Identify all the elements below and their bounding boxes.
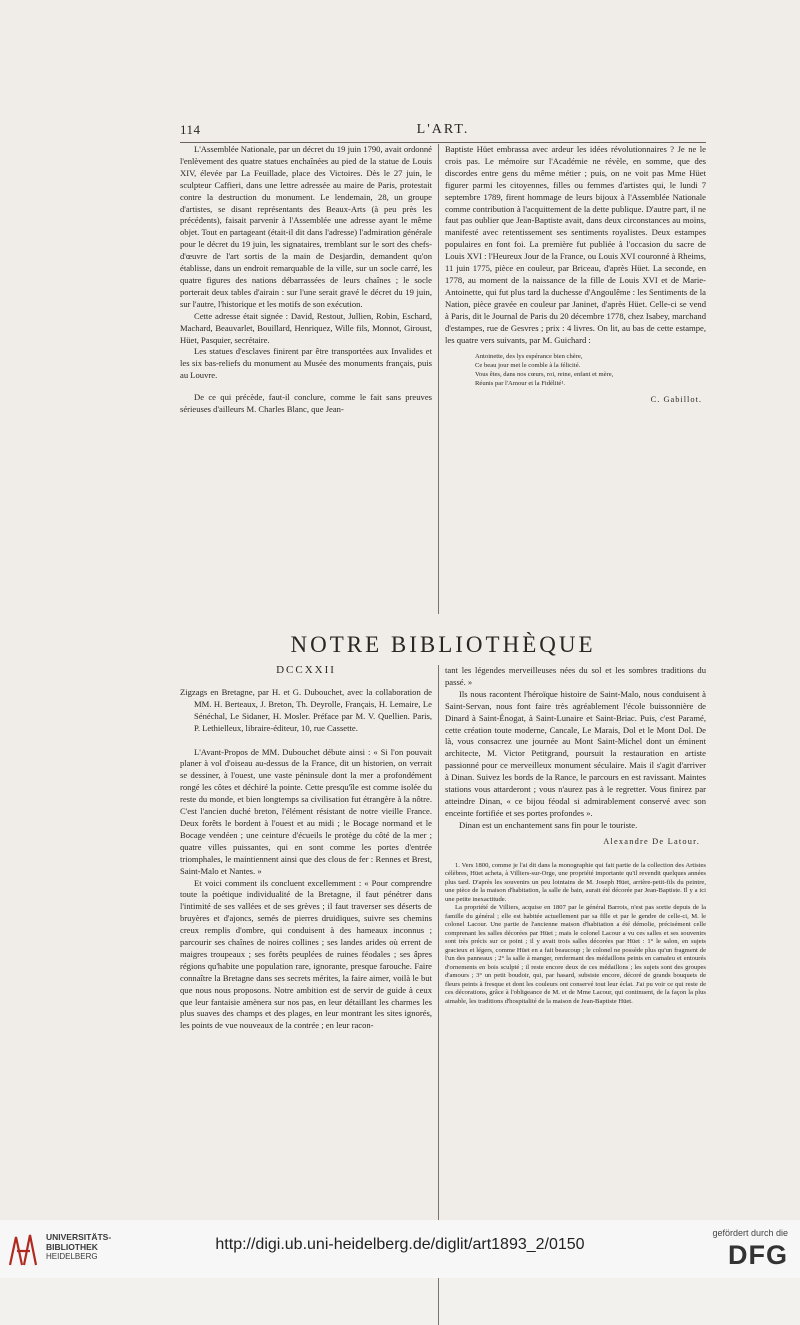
header-rule [180, 142, 706, 143]
paragraph: Baptiste Hüet embrassa avec ardeur les idées révolutionnaires ? Je ne le crois pas. Le mémoire sur l'Académie ne révèle, en somme, que des discordes entre gens du même métier ; puis, on ne voit pas Mme Hüet figurer parmi les citoyennes, filles ou femmes d'artistes qui, le lundi 7 septembre 1789, firent hommage de leurs bijoux à l'Assemblée Nationale comme contribution à l'acquittement de la dette publique. D'autre part, il ne faut pas oublier que Jean-Baptiste avait, dans deux circonstances au moins, manifesté avec retentissement ses sentiments royalistes. Deux estampes populaires en font foi. La première fut publiée à l'occasion du sacre de Louis XVI : l'Heureux Jour de la France, ou Louis XVI couronné à Rheims, 11 juin 1775, pièce en couleur, par Briceau, d'après Hüet. La seconde, en 1778, au moment de la naissance de la fille de Louis XVI et de Marie-Antoinette, qui fut plus tard la duchesse d'Angoulême : les Sentiments de la Nation, pièce gravée en couleur par Janinet, d'après Hüet. Celle-ci se vend à Paris, dit le Journal de Paris du 20 décembre 1778, chez Isabey, marchand d'estampes, rue de Gesvres ; prix : 4 livres. On lit, au bas de cette estampe, les quatre vers suivants, par M. Guichard : [445, 144, 706, 345]
paragraph: Ils nous racontent l'héroïque histoire de Saint-Malo, nous conduisent à Saint-Servan, nous font faire très agréablement l'école buissonnière de Dinard à Saint-Énogat, à Saint-Lunaire et Saint-Briac. Puis, c'est Paramé, cette création toute moderne, Cancale, Le Marais, Dol et le Mont Dol. De là, vous consacrez une journée au Mont Saint-Michel dont un éminent architecte, M. Victor Petitgrand, poursuit la restauration en artiste passionné pour ce merveilleux monument séculaire. Mais il s'agit d'arriver à Dinan. Suivez les bords de la Rance, le parcours en est ravissant. Maintes stations vous attarderont ; vous n'aurez pas à le regretter. Vous finirez par atteindre Dinan, « ce bijou féodal si admirablement conservé avec son enceinte fortifiée et ses portes profondes ». [445, 688, 706, 818]
running-head: L'ART. [416, 122, 470, 137]
paragraph: Et voici comment ils concluent excellemment : « Pour comprendre toute la poétique individualité de la Bretagne, il faut pénétrer dans l'intimité de ses vallées et de ses grèves ; il faut traverser ses déserts de bruyères et d'ajoncs, semés de pierres druidiques, suivre ses chemins creux remplis d'ombre, qui conduisent à des hameaux inconnus ; parcourir ses chaînes de noires collines ; ses landes arides où errent de maigres troupeaux ; ses forêts peuplées de ruines féodales ; ses âpres régions qu'habite une population rare, ignorante, presque farouche. Faire connaître la Bretagne dans ses secrets mérites, la faire aimer, voilà le but que nous nous proposons. Notre ambition est de servir de guide à ceux que leur fantaisie amènera sur nos pas, en leur détaillant les charmes les plus suaves des champs et des plages, en leur montrant les sites ignorés, les points de vue nouveaux de la contrée ; en leur racon- [180, 877, 432, 1031]
library-name-line: HEIDELBERG [46, 1252, 98, 1261]
library-name-line: BIBLIOTHEK [46, 1242, 98, 1252]
author-signature: Alexandre De Latour. [603, 836, 700, 846]
page-header [180, 122, 706, 140]
verse-line: Réunis par l'Amour et la Fidélité¹. [475, 380, 565, 388]
bibliography-entry: Zigzags en Bretagne, par H. et G. Dubouchet, avec la collaboration de MM. H. Berteaux, J. Breton, Th. Deyrolle, Français, H. Lemaire, Le Sénéchal, Le Sidaner, H. Mosler. Préface par M. V. Quellien. Paris, P. Lethielleux, libraire-éditeur, 10, rue Cassette. [180, 686, 432, 733]
library-name-line: UNIVERSITÄTS- [46, 1232, 112, 1242]
paragraph: Les statues d'esclaves finirent par être transportées aux Invalides et les six bas-reliefs du monument au Musée des monuments français, puis au Louvre. [180, 346, 432, 381]
footnote: La propriété de Villiers, acquise en 1807 par le général Barrois, n'est pas sortie depuis de la famille du général ; elle est habitée actuellement par sa fille et par le gendre de celle-ci, M. le colonel Lacour. Une partie de l'ancienne maison d'habitation a été démolie, précisément celle comprenant les salles décorées par Hüet ; mais le colonel Lacour a vu ces salles et ses souvenirs sont très précis sur ce point ; il y avait trois salles décorées par Hüet : 1° le salon, en sujets gracieux et légers, comme Hüet en a fait beaucoup ; le colonel ne possède plus qu'un fragment de l'un des panneaux ; 2° la salle à manger, renfermant des médaillons peints en camaïeu et entourés d'ornements en bois sculpté ; il reste encore deux de ces médaillons ; les sujets sont des groupes d'amours ; 3° un petit boudoir, qui, par hasard, subsiste encore, décoré de grands bouquets de fleurs peints à fresque et dont les couleurs ont conservé tout leur éclat. J'ai pu voir ce qui reste de ces décorations, grâce à l'obligeance de M. et de Mme Lacour, qui continuent, de la façon la plus aimable, les traditions d'hospitalité de la maison de Jean-Baptiste Hüet. [445, 904, 706, 1005]
page-number: 114 [180, 122, 201, 137]
paragraph: Cette adresse était signée : David, Restout, Jullien, Robin, Eschard, Machard, Beauvarlet, Bouillard, Henriquez, Wille fils, Monnot, Giroust, Hüet, Pasquier, secrétaire. [180, 310, 432, 345]
funded-by-label: gefördert durch die [712, 1228, 788, 1238]
verse-line: Vous êtes, dans nos cœurs, roi, reine, enfant et mère, [475, 371, 614, 379]
paragraph: De ce qui précède, faut-il conclure, comme le fait sans preuves sérieuses d'ailleurs M. Charles Blanc, que Jean- [180, 392, 432, 415]
column-divider-top [438, 144, 439, 614]
paragraph: L'Assemblée Nationale, par un décret du 19 juin 1790, avait ordonné l'enlèvement des quatre statues enchaînées au pied de la statue de Louis XIV, élevée par La Feuillade, place des Victoires. Dès le 27 juin, le sculpteur Caffieri, dans une lettre adressée au maire de Paris, protestait contre la destruction du monument. Le lendemain, 28, un groupe d'artistes, se disant représentants des Beaux-Arts (à peu près les précédents), faisait parvenir à l'Assemblée une adresse ayant le même objet. Tout en partageant (était-il dit dans l'adresse) l'admiration générale pour le décret du 19 juin, les signataires, tremblant sur le sort des chefs-d'œuvre de l'art sortis de la main de Desjardin, demandent qu'on établisse, dans un endroit remarquable de la ville, sur un socle carré, les quatre figures des nations débarrassées de leurs chaînes ; le socle porterait deux tables d'airain : sur l'une serait gravé le décret du 19 juin, sur l'autre, l'historique et les motifs de son exécution. [180, 144, 432, 309]
dfg-logo: DFG [728, 1240, 788, 1270]
verse-quote [475, 352, 706, 388]
top-right-column [445, 144, 706, 406]
permalink[interactable]: http://digi.ub.uni-heidelberg.de/diglit/art1893_2/0150 [215, 1236, 585, 1253]
paragraph: L'Avant-Propos de MM. Dubouchet débute ainsi : « Si l'on pouvait planer à vol d'oiseau au-dessus de la France, dit un historien, on verrait se dessiner, à l'ouest, une vaste péninsule dont la mer a profondément rongé les côtes et déchiré la pointe. Cette presqu'île est comme isolée du reste du monde, et bien longtemps sa civilisation fut étrangère à la nôtre. C'est l'ancien duché breton, l'élément résistant de notre vieille France. Deux forêts le bordent à l'ouest et au midi ; le Bocage normand et le Bocage vendéen ; une ceinture d'écueils le protège du côté de la mer ; quatre villes puissantes, qui en sont comme les portes d'entrée triomphales, le maintiennent ainsi que des clous de fer : Rennes et Brest, Saint-Malo et Nantes. » [180, 746, 432, 876]
footnote: 1. Vers 1800, comme je l'ai dit dans la monographie qui fait partie de la collection des Artistes célèbres, Hüet acheta, à Villiers-sur-Orge, une propriété importante qu'il revendit quelques années plus tard. D'après les souvenirs un peu lointains de M. Joseph Hüet, arrière-petit-fils du peintre, une pièce de la maison d'habitation, la salle de bain, aurait été décorée par Jean-Baptiste. Il y a ici une petite inexactitude. [445, 861, 706, 903]
paragraph: tant les légendes merveilleuses nées du sol et les sombres traditions du passé. » [445, 665, 706, 687]
bottom-left-column [180, 665, 432, 1032]
bottom-right-column [445, 665, 706, 1006]
verse-line: Ce beau jour met le comble à la félicité. [475, 362, 581, 370]
viewer-footer [0, 1220, 800, 1278]
author-signature: C. Gabillot. [650, 395, 702, 405]
section-number: DCCXXII [276, 664, 336, 676]
footnotes [445, 862, 706, 1007]
document-page [150, 120, 730, 1200]
paragraph: Dinan est un enchantement sans fin pour le touriste. [459, 819, 638, 830]
verse-line: Antoinette, des lys espérance bien chère, [475, 353, 583, 361]
section-title: NOTRE BIBLIOTHÈQUE [290, 632, 596, 657]
top-left-column [180, 144, 432, 416]
